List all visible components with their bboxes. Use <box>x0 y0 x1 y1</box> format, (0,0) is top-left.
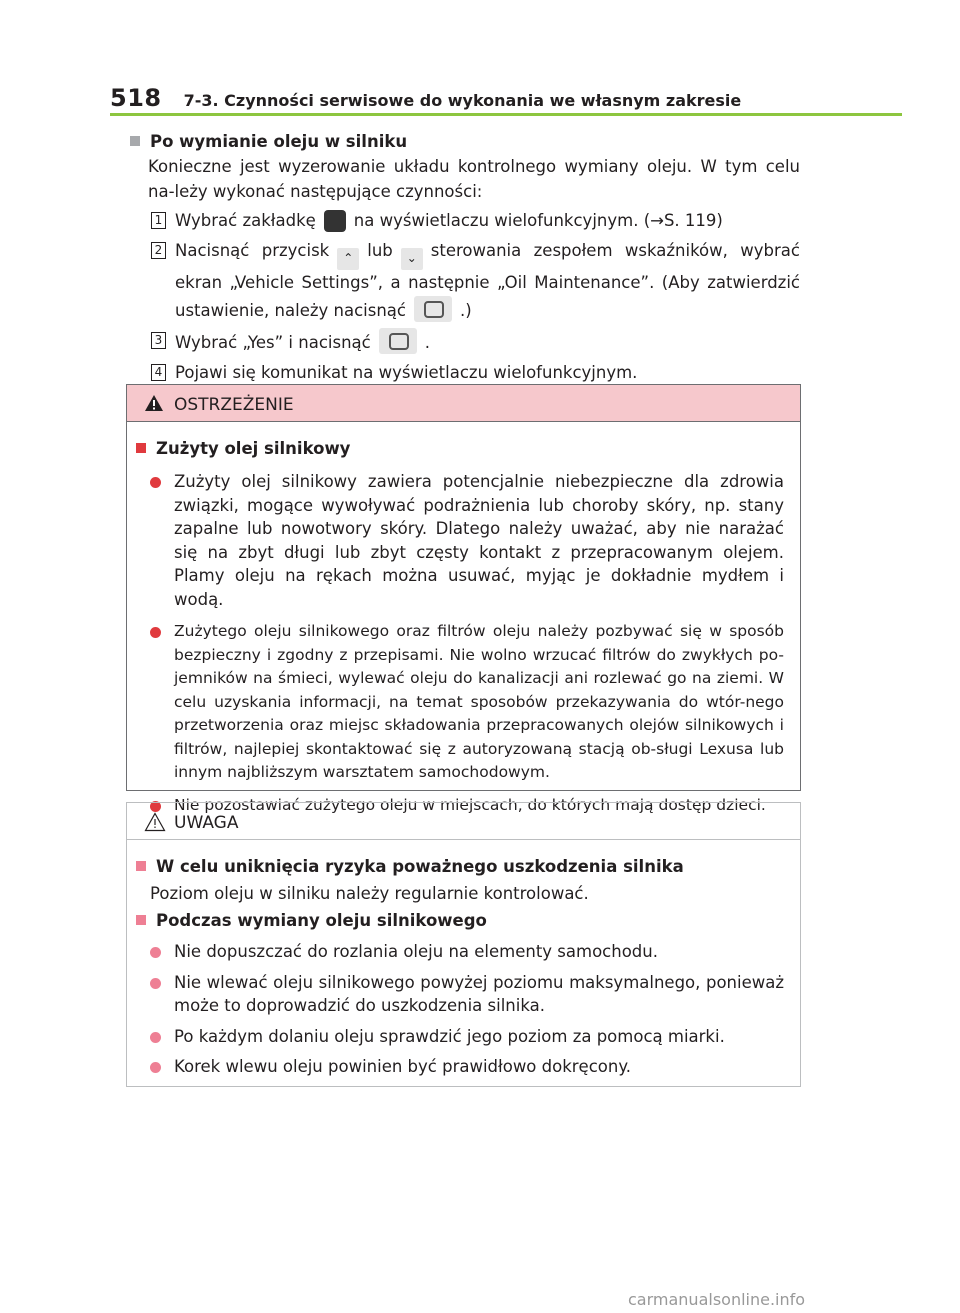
square-bullet-icon <box>130 136 140 146</box>
caution-bullet: Nie dopuszczać do rozlania oleju na elementy samochodu. <box>174 940 784 964</box>
step-1: 1 Wybrać zakładkę na wyświetlaczu wielofunkcyjnym. (→S. 119) <box>175 208 800 234</box>
square-bullet-icon <box>136 443 146 453</box>
intro-text: Konieczne jest wyzerowanie układu kontrolnego wymiany oleju. W tym celu na-leży wykonać następujące czynności: <box>148 157 800 201</box>
warning-bullet: Zużytego oleju silnikowego oraz filtrów oleju należy pozbywać się w sposób bezpieczny i zgodny z przepisami. Nie wolno wrzucać filtrów do zwykłych po-jemników na śmieci, wylewać oleju do kanalizacji ani rozlewać go na ziemi. W celu uzyskania informacji, na temat sposobów przekazywania do wtór-nego przetworzenia oraz miejsc składowania przepracowanych olejów silnikowych i filtrów, najlepiej skontaktować się z autoryzowaną stacją ob-sługi Lexusa lub innym najbliższym warsztatem samochodowym. <box>174 620 784 785</box>
watermark: carmanualsonline.info <box>628 1290 806 1309</box>
bullet-dot-icon <box>150 1062 161 1073</box>
caution-heading-2: Podczas wymiany oleju silnikowego <box>136 908 784 933</box>
page-header <box>110 84 741 112</box>
step-2: 2 Nacisnąć przycisk ⌃ lub ⌄ sterowania zespołem wskaźników, wybrać ekran „Vehicle Settings”, a następnie „Oil Maintenance”. (Aby zatwierdzić ustawienie, należy nacisnąć .) <box>175 238 800 324</box>
caution-text-1: Poziom oleju w silniku należy regularnie kontrolować. <box>150 884 589 903</box>
caution-title: UWAGA <box>127 803 800 840</box>
main-section <box>130 129 800 386</box>
warning-heading: Zużyty olej silnikowy <box>136 436 784 461</box>
section-title: 7-3. Czynności serwisowe do wykonania we własnym zakresie <box>183 91 742 110</box>
ok-button-icon <box>414 296 452 322</box>
bullet-dot-icon <box>150 627 161 638</box>
warning-title: OSTRZEŻENIE <box>127 385 800 422</box>
step-3: 3 Wybrać „Yes” i nacisnąć . <box>175 328 800 356</box>
caution-bullet: Korek wlewu oleju powinien być prawidłowo dokręcony. <box>174 1055 784 1079</box>
bullet-dot-icon <box>150 978 161 989</box>
header-rule <box>110 113 902 116</box>
down-arrow-icon: ⌄ <box>401 248 423 270</box>
step-number: 3 <box>151 332 166 349</box>
warning-bullet: Zużyty olej silnikowy zawiera potencjalnie niebezpieczne dla zdrowia związki, mogące wywoływać podrażnienia lub choroby skóry, np. stany zapalne lub nowotwory skóry. Dlatego należy uważać, aby nie narażać się na zbyt długi lub zbyt częsty kontakt z przepracowanym olejem. Plamy oleju na rękach można usuwać, myjąc je dokładnie mydłem i wodą. <box>174 470 784 611</box>
caution-box <box>126 802 801 1087</box>
step-number: 4 <box>151 364 166 381</box>
step-number: 1 <box>151 212 166 229</box>
square-bullet-icon <box>136 915 146 925</box>
warning-bullet: Nie pozostawiać zużytego oleju w miejscach, do których mają dostęp dzieci. <box>174 794 784 818</box>
caution-bullet: Po każdym dolaniu oleju sprawdzić jego poziom za pomocą miarki. <box>174 1025 784 1049</box>
bullet-dot-icon <box>150 947 161 958</box>
warning-triangle-icon <box>144 394 164 412</box>
caution-heading-1: W celu uniknięcia ryzyka poważnego uszkodzenia silnika <box>136 854 784 879</box>
settings-tab-icon <box>324 210 346 232</box>
step-4: 4 Pojawi się komunikat na wyświetlaczu wielofunkcyjnym. <box>175 360 800 386</box>
caution-triangle-icon <box>144 812 166 832</box>
caution-bullet: Nie wlewać oleju silnikowego powyżej poziomu maksymalnego, ponieważ może to doprowadzić do uszkodzenia silnika. <box>174 971 784 1018</box>
main-heading: Po wymianie oleju w silniku <box>130 129 800 154</box>
page-number: 518 <box>110 84 162 112</box>
up-arrow-icon: ⌃ <box>337 248 359 270</box>
bullet-dot-icon <box>150 1032 161 1043</box>
warning-box <box>126 384 801 814</box>
ok-button-icon <box>379 328 417 354</box>
step-number: 2 <box>151 242 166 259</box>
bullet-dot-icon <box>150 477 161 488</box>
square-bullet-icon <box>136 861 146 871</box>
